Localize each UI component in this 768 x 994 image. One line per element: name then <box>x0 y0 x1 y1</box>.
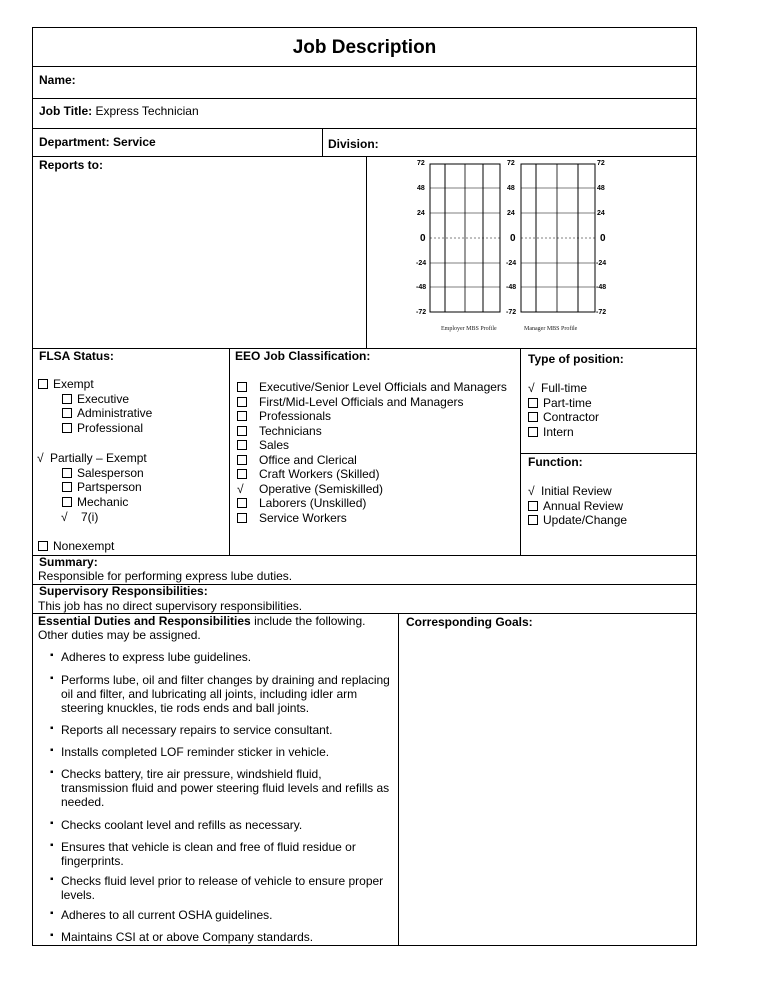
function-option-label: Update/Change <box>543 513 628 527</box>
eeo-item[interactable] <box>237 380 507 394</box>
function-option-label: Initial Review <box>541 484 612 498</box>
axis-tick-label: -48 <box>596 284 607 291</box>
checkbox-icon <box>38 541 48 551</box>
eeo-label: EEO Job Classification: <box>235 349 371 363</box>
eeo-item-label: Office and Clerical <box>259 452 357 467</box>
checkbox-icon <box>62 394 72 404</box>
flsa-exempt-label: Exempt <box>53 377 94 391</box>
checkbox-icon <box>237 498 247 508</box>
checkbox-icon <box>237 426 247 436</box>
flsa-item-label: Professional <box>77 421 144 435</box>
axis-tick-label: -72 <box>416 309 427 316</box>
flsa-partial-item[interactable] <box>62 466 144 480</box>
checkmark-icon: √ <box>237 481 244 496</box>
checkmark-icon: √ <box>37 451 44 465</box>
duties-heading <box>38 614 365 628</box>
checkbox-icon <box>528 412 538 422</box>
axis-tick-label: 48 <box>417 185 425 192</box>
goals-label: Corresponding Goals: <box>406 615 533 629</box>
checkbox-icon <box>528 398 538 408</box>
job-title-row <box>39 104 199 118</box>
bullet-icon: ▪ <box>50 840 54 851</box>
eeo-item-label: Operative (Semiskilled) <box>259 481 384 496</box>
checkbox-icon <box>62 468 72 478</box>
position-type-option[interactable] <box>528 410 599 424</box>
bullet-icon: ▪ <box>50 745 54 756</box>
duty-text: Performs lube, oil and filter changes by draining and replacing oil and filter, and lubricating all joints, including idler arm steering knuckles, tie rods ends and ball joints. <box>61 673 390 715</box>
department-label: Department: <box>39 135 110 149</box>
flsa-item-label: Salesperson <box>77 466 144 480</box>
position-type-label: Intern <box>543 424 574 439</box>
checkbox-icon <box>237 469 247 479</box>
manager-profile-caption: Manager MBS Profile <box>524 326 578 332</box>
checkbox-icon <box>237 440 247 450</box>
flsa-item-label: Executive <box>77 392 130 406</box>
eeo-item-label: Professionals <box>259 409 332 423</box>
duties-label: Essential Duties and Responsibilities <box>38 614 251 628</box>
job-title-label: Job Title: <box>39 104 93 118</box>
bullet-icon: ▪ <box>50 673 54 684</box>
duty-text: Ensures that vehicle is clean and free of fluid residue or fingerprints. <box>61 840 356 868</box>
function-option-label: Annual Review <box>543 498 624 513</box>
axis-tick-label: 72 <box>417 160 425 167</box>
flsa-item-label: Administrative <box>77 406 153 420</box>
duty-item <box>50 840 391 868</box>
flsa-nonexempt[interactable] <box>38 539 114 553</box>
duty-item <box>50 673 391 715</box>
eeo-item-label: Craft Workers (Skilled) <box>259 467 380 481</box>
checkbox-icon <box>528 501 538 511</box>
checkbox-icon <box>62 497 72 507</box>
flsa-item-label: 7(i) <box>81 510 99 524</box>
eeo-item[interactable] <box>237 482 383 496</box>
axis-tick-label: -24 <box>596 260 607 267</box>
duty-text: Checks fluid level prior to release of vehicle to ensure proper levels. <box>61 874 384 902</box>
eeo-item[interactable] <box>237 395 464 409</box>
duty-text: Installs completed LOF reminder sticker in vehicle. <box>61 745 330 759</box>
flsa-label: FLSA Status: <box>39 349 114 363</box>
position-type-label: Part-time <box>543 395 592 410</box>
bullet-icon: ▪ <box>50 818 54 829</box>
axis-tick-label: 48 <box>597 185 605 192</box>
eeo-item[interactable] <box>237 424 322 438</box>
axis-tick-label: 72 <box>507 160 515 167</box>
flsa-partial-item[interactable] <box>61 510 98 524</box>
duty-item <box>50 818 391 832</box>
flsa-partial[interactable] <box>37 451 147 465</box>
duty-item <box>50 650 391 664</box>
function-label: Function: <box>528 455 583 469</box>
duty-item <box>50 723 391 737</box>
duty-text: Adheres to all current OSHA guidelines. <box>61 908 273 922</box>
axis-tick-label: 24 <box>507 210 515 217</box>
reports-to-label: Reports to: <box>39 158 103 172</box>
department-value: Service <box>113 135 156 149</box>
job-title-value: Express Technician <box>95 104 199 118</box>
eeo-item-label: Sales <box>259 438 290 452</box>
duty-text: Checks battery, tire air pressure, windshield fluid, transmission fluid and power steering fluid levels and refills as needed. <box>61 767 390 809</box>
flsa-partial-item[interactable] <box>62 480 142 494</box>
eeo-item[interactable] <box>237 453 357 467</box>
flsa-exempt[interactable] <box>38 377 94 391</box>
checkbox-icon <box>62 423 72 433</box>
flsa-item-label: Partsperson <box>77 480 142 494</box>
checkmark-icon: √ <box>61 510 68 524</box>
duties-label-rest: include the following. <box>250 614 366 628</box>
duty-text: Reports all necessary repairs to service consultant. <box>61 723 333 737</box>
bullet-icon: ▪ <box>50 930 54 941</box>
duty-text: Adheres to express lube guidelines. <box>61 650 252 664</box>
bullet-icon: ▪ <box>50 650 54 661</box>
eeo-item-label: Service Workers <box>259 510 347 525</box>
name-label: Name: <box>39 73 76 87</box>
eeo-item[interactable] <box>237 467 379 481</box>
checkmark-icon: √ <box>528 381 535 395</box>
eeo-item[interactable] <box>237 496 366 510</box>
eeo-item-label: Executive/Senior Level Officials and Managers <box>259 380 507 394</box>
checkbox-icon <box>237 513 247 523</box>
axis-tick-label: -24 <box>506 260 517 267</box>
checkbox-icon <box>528 515 538 525</box>
duty-text: Checks coolant level and refills as necessary. <box>61 818 303 832</box>
department-row <box>39 135 156 149</box>
duty-item <box>50 908 391 922</box>
eeo-item[interactable] <box>237 511 347 525</box>
duty-item <box>50 874 391 902</box>
checkbox-icon <box>38 379 48 389</box>
eeo-item[interactable] <box>237 438 289 452</box>
function-option[interactable] <box>528 513 627 527</box>
checkbox-icon <box>62 408 72 418</box>
eeo-item[interactable] <box>237 409 331 423</box>
function-option[interactable] <box>528 484 612 498</box>
axis-tick-label: 48 <box>507 185 515 192</box>
axis-tick-label: 24 <box>417 210 425 217</box>
duty-item <box>50 745 391 759</box>
mbs-profile-charts <box>366 156 697 348</box>
checkmark-icon: √ <box>528 484 535 498</box>
page-title: Job Description <box>292 37 437 58</box>
duty-item <box>50 930 391 944</box>
checkbox-icon <box>237 397 247 407</box>
eeo-item-label: First/Mid-Level Officials and Managers <box>259 394 464 409</box>
position-type-option[interactable] <box>528 381 587 395</box>
bullet-icon: ▪ <box>50 723 54 734</box>
flsa-partial-label: Partially – Exempt <box>50 451 147 465</box>
eeo-item-label: Laborers (Unskilled) <box>259 496 367 510</box>
checkbox-icon <box>237 382 247 392</box>
flsa-item-label: Mechanic <box>77 495 129 509</box>
summary-label: Summary: <box>39 555 98 569</box>
duty-text: Maintains CSI at or above Company standards. <box>61 930 314 944</box>
supervisory-label: Supervisory Responsibilities: <box>39 584 208 598</box>
checkbox-icon <box>528 427 538 437</box>
function-option[interactable] <box>528 499 623 513</box>
axis-tick-label: 0 <box>600 233 606 244</box>
position-type-option[interactable] <box>528 396 592 410</box>
manager-profile-grid <box>521 164 595 312</box>
flsa-exempt-item[interactable] <box>62 421 143 435</box>
position-type-option[interactable] <box>528 425 574 439</box>
axis-tick-label: 72 <box>597 160 605 167</box>
duty-item <box>50 767 391 809</box>
division-label: Division: <box>328 137 379 151</box>
duties-subline: Other duties may be assigned. <box>38 628 201 642</box>
eeo-item-label: Technicians <box>259 423 322 438</box>
bullet-icon: ▪ <box>50 908 54 919</box>
position-type-label: Contractor <box>543 410 600 424</box>
employer-profile-grid <box>430 164 500 312</box>
employer-profile-caption: Employer MBS Profile <box>441 326 497 332</box>
checkbox-icon <box>237 411 247 421</box>
checkbox-icon <box>62 482 72 492</box>
supervisory-text: This job has no direct supervisory responsibilities. <box>38 599 303 613</box>
bullet-icon: ▪ <box>50 767 54 778</box>
summary-text: Responsible for performing express lube duties. <box>38 569 293 583</box>
axis-tick-label: -48 <box>506 284 517 291</box>
position-type-label: Full-time <box>541 381 588 395</box>
flsa-exempt-item[interactable] <box>62 392 129 406</box>
flsa-partial-item[interactable] <box>62 495 128 509</box>
axis-tick-label: 24 <box>597 210 605 217</box>
axis-tick-label: -72 <box>506 309 517 316</box>
bullet-icon: ▪ <box>50 874 54 885</box>
flsa-nonexempt-label: Nonexempt <box>53 539 115 553</box>
axis-tick-label: -24 <box>416 260 427 267</box>
flsa-exempt-item[interactable] <box>62 406 152 420</box>
axis-tick-label: 0 <box>510 233 516 244</box>
axis-tick-label: -48 <box>416 284 427 291</box>
axis-tick-label: -72 <box>596 309 607 316</box>
axis-tick-label: 0 <box>420 233 426 244</box>
checkbox-icon <box>237 455 247 465</box>
position-type-label: Type of position: <box>528 352 624 366</box>
